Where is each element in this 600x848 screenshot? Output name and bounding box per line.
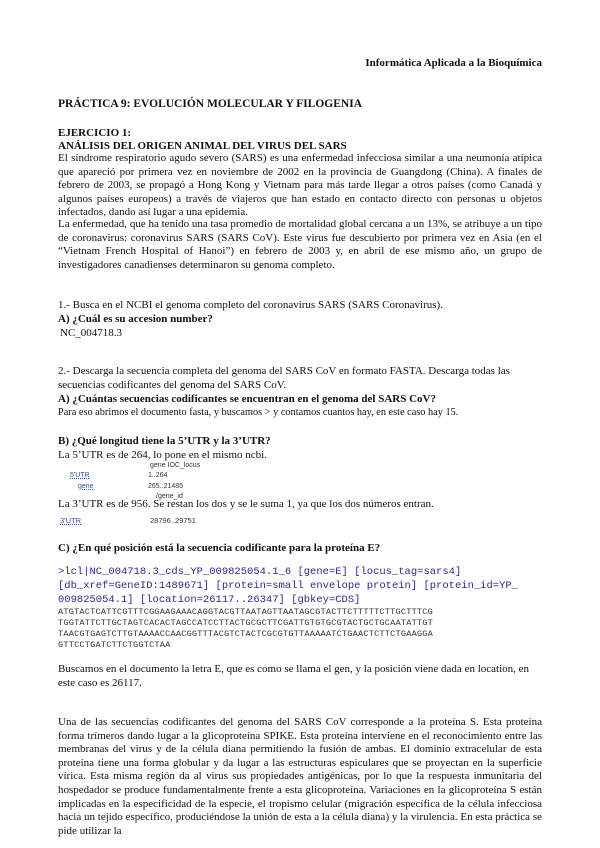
practice-title: PRÁCTICA 9: EVOLUCIÓN MOLECULAR Y FILOGENIA — [58, 98, 363, 110]
fasta-seq-line-3: TAACGTGAGTCTTGTAAAACCAACGGTTTACGTCTACTCGCGTGTTAAAAATCTGAACTCTTCTGAAGGA — [58, 629, 433, 639]
ncbi-5utr-range: 1..264 — [148, 472, 168, 479]
intro-paragraph-2 — [58, 218, 542, 272]
fasta-header-line-2: [db_xref=GeneID:1489671] [protein=small envelope protein] [protein_id=YP_ — [58, 580, 518, 592]
ncbi-3utr-label: 3'UTR — [60, 516, 82, 525]
ncbi-5utr-label: 5'UTR — [70, 472, 90, 479]
q1-answer: NC_004718.3 — [60, 327, 123, 339]
ncbi-gene-range: 265..21485 — [148, 483, 184, 490]
closing-paragraph — [58, 716, 542, 838]
q2-statement: 2.- Descarga la secuencia completa del genoma del SARS CoV en formato FASTA. Descarga todas las secuencias codificantes del genoma del SARS CoV. — [58, 365, 510, 391]
ncbi-gene-label: gene — [78, 483, 94, 490]
fasta-seq-line-2: TGGTATTCTTGCTAGTCACACTAGCCATCCTTACTGCGCTTCGATTGTGTGCGTACTGCTGCAATATTGT — [58, 618, 433, 628]
q2b-question: B) ¿Qué longitud tiene la 5’UTR y la 3’UTR? — [58, 435, 271, 447]
ncbi-3utr-range: 28796..29751 — [150, 516, 196, 525]
ncbi-snippet-bottom: /gene_id — [156, 493, 183, 500]
q2a-question: A) ¿Cuántas secuencias codificantes se encuentran en el genoma del SARS CoV? — [58, 393, 436, 405]
intro-p1-text: El síndrome respiratorio agudo severo (SARS) es una enfermedad infecciosa similar a una neumonía atípica que apareció por primera vez en noviembre de 2002 en la provincia de Guangdong (China). A finales de febrero de 2003, se propagó a Hong Kong y Vietnam para más tarde llegar a otros países (como Canadá y algunos países europeos) a través de viajeros que han estado en contacto directo con personas u objetos infectados, dando así lugar a una epidemia. — [58, 152, 542, 219]
fasta-header-line-1: >lcl|NC_004718.3_cds_YP_009825054.1_6 [gene=E] [locus_tag=sars4] — [58, 566, 462, 578]
q2c-answer: Buscamos en el documento la letra E, que es como se llama el gen, y la posición viene dada en location, en este caso es 26117. — [58, 663, 530, 689]
intro-paragraph-1 — [58, 152, 542, 220]
closing-text: Una de las secuencias codificantes del genoma del SARS CoV corresponde a la proteína S. Esta proteína forma trímeros dando lugar a la glicoproteína SPIKE. Esta proteína interviene en el reconocimiento entre las membranas del virus y de la célula diana permitiendo la fusión de ambas. El dominio extracelular de esta proteína tiene una forma globular y da lugar a las estructuras espiculares que se proyectan en la superficie vírica. Esta misma región da al virus sus propiedades antigénicas, por lo que la respuesta inmunitaria del hospedador se produce fundamentalmente frente a esta glicoproteína. Variaciones en la glicoproteína S están implicadas en la especificidad de la especie, el tropismo celular (migración específica de la célula infecciosa hacia un tejido específico, produciéndose la unión de esta a la célula diana) y la virulencia. En esta práctica se pide utilizar la — [58, 716, 542, 837]
ncbi-snippet-top: gene IOC_locus — [150, 462, 201, 469]
q1-statement: 1.- Busca en el NCBI el genoma completo del coronavirus SARS (SARS Coronavirus). — [58, 299, 443, 311]
intro-p2-text: La enfermedad, que ha tenido una tasa promedio de mortalidad global cercana a un 13%, se atribuye a un tipo de coronavirus: coronavirus SARS (SARS CoV). Este virus fue descubierto por primera vez en Asia (en el “Vietnam French Hospital of Hanoi”) en febrero de 2003 y, en abril de ese mismo año, un grupo de investigadores canadienses determinaron su genoma completo. — [58, 218, 542, 271]
fasta-seq-line-1: ATGTACTCATTCGTTTCGGAAGAAACAGGTACGTTAATAGTTAATAGCGTACTTCTTTTTCTTGCTTTCG — [58, 607, 433, 617]
q2a-answer: Para eso abrimos el documento fasta, y buscamos > y contamos cuantos hay, en este caso hay 15. — [58, 407, 459, 418]
exercise-subtitle: ANÁLISIS DEL ORIGEN ANIMAL DEL VIRUS DEL SARS — [58, 140, 347, 152]
fasta-seq-line-4: GTTCCTGATCTTCTGGTCTAA — [58, 640, 171, 650]
q2b-answer-3utr: La 3’UTR es de 956. Se restan los dos y se le suma 1, ya que los dos números entran. — [58, 498, 434, 510]
q1-question: A) ¿Cuál es su accesion number? — [58, 313, 213, 325]
q2b-answer-5utr: La 5’UTR es de 264, lo pone en el mismo ncbi. — [58, 449, 267, 461]
q2c-question: C) ¿En qué posición está la secuencia codificante para la proteína E? — [58, 542, 381, 554]
course-header: Informática Aplicada a la Bioquímica — [365, 57, 542, 69]
exercise-title: EJERCICIO 1: — [58, 127, 132, 139]
fasta-header-line-3: 009825054.1] [location=26117..26347] [gbkey=CDS] — [58, 594, 361, 606]
fasta-excerpt — [58, 565, 544, 651]
